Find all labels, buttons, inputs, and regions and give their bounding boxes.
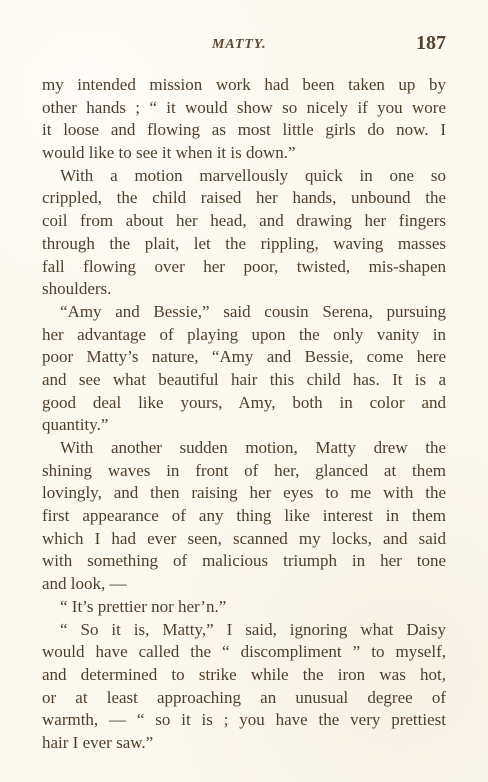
text-line (42, 233, 446, 256)
text-line (42, 74, 446, 97)
text-line (42, 119, 446, 142)
line-text: which I had ever seen, scanned my locks, and said (42, 528, 446, 548)
text-line (42, 165, 446, 188)
line-text: shining waves in front of her, glanced at them (42, 460, 446, 480)
text-line (42, 324, 446, 347)
line-text: quantity.” (42, 415, 109, 435)
line-text: good deal like yours, Amy, both in color and (42, 392, 446, 412)
text-line (42, 142, 446, 165)
text-line (42, 619, 446, 642)
text-line (42, 664, 446, 687)
line-text: fall flowing over her poor, twisted, mis-shapen (42, 256, 446, 276)
text-line (42, 414, 446, 437)
line-text: other hands ; “ it would show so nicely if you wore (42, 97, 446, 117)
text-line (42, 482, 446, 505)
text-line (42, 460, 446, 483)
text-line (42, 687, 446, 710)
line-text: and determined to strike while the iron was hot, (42, 664, 446, 684)
text-line (42, 709, 446, 732)
line-text: shoulders. (42, 279, 112, 299)
text-line (42, 346, 446, 369)
page-number: 187 (416, 32, 446, 54)
line-text: through the plait, let the rippling, waving masses (42, 233, 446, 253)
text-line (42, 187, 446, 210)
text-line (42, 278, 446, 301)
running-title: MATTY. (212, 37, 267, 52)
text-line (42, 641, 446, 664)
text-line (42, 256, 446, 279)
line-text: “Amy and Bessie,” said cousin Serena, pursuing (60, 301, 446, 321)
text-line (42, 596, 446, 619)
text-line (42, 369, 446, 392)
line-text: it loose and flowing as most little girls do now. I (42, 120, 446, 140)
line-text: crippled, the child raised her hands, unbound the (42, 188, 446, 208)
line-text: “ It’s prettier nor her’n.” (60, 596, 227, 616)
text-line (42, 210, 446, 233)
line-text: with something of malicious triumph in her tone (42, 551, 446, 571)
line-text: would like to see it when it is down.” (42, 143, 296, 163)
line-text: first appearance of any thing like interest in them (42, 506, 446, 526)
line-text: coil from about her head, and drawing her fingers (42, 211, 446, 231)
text-line (42, 301, 446, 324)
line-text: would have called the “ discompliment ” to myself, (42, 642, 446, 662)
line-text: lovingly, and then raising her eyes to me with the (42, 483, 446, 503)
line-text: my intended mission work had been taken up by (42, 75, 446, 94)
line-text: and see what beautiful hair this child has. It is a (42, 369, 446, 389)
text-line (42, 732, 446, 755)
line-text: hair I ever saw.” (42, 732, 154, 752)
body-text (42, 74, 446, 755)
line-text: and look, — (42, 574, 127, 594)
text-line (42, 392, 446, 415)
line-text: “ So it is, Matty,” I said, ignoring what Daisy (60, 619, 446, 639)
line-text: or at least approaching an unusual degree of (42, 687, 446, 707)
line-text: her advantage of playing upon the only vanity in (42, 324, 446, 344)
line-text: warmth, — “ so it is ; you have the very prettiest (42, 710, 446, 730)
text-line (42, 550, 446, 573)
line-text: With another sudden motion, Matty drew the (60, 438, 446, 457)
line-text: With a motion marvellously quick in one so (60, 165, 446, 185)
line-text: poor Matty’s nature, “Amy and Bessie, come here (42, 347, 446, 367)
page-header (42, 34, 446, 58)
text-line (42, 437, 446, 460)
text-line (42, 505, 446, 528)
text-line (42, 97, 446, 120)
text-line (42, 528, 446, 551)
text-line (42, 573, 446, 596)
